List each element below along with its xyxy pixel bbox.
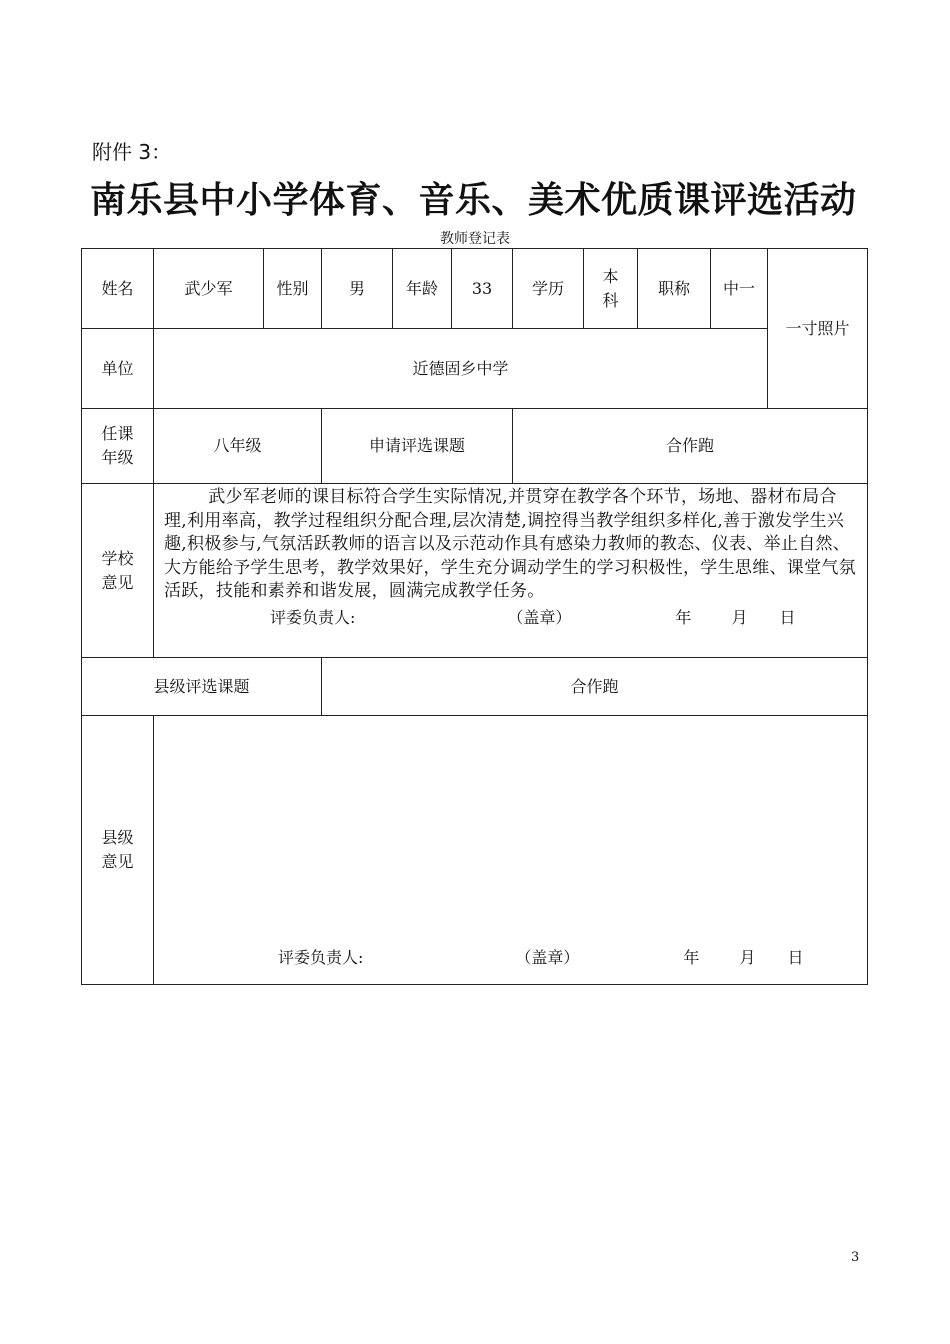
topic-label: 申请评选课题: [322, 409, 513, 484]
county-opinion-label: [82, 716, 154, 985]
form-subtitle: 教师登记表: [440, 231, 510, 247]
unit-label: 单位: [82, 329, 154, 409]
gender-label: 性别: [264, 249, 322, 329]
school-day-label: 日: [779, 607, 796, 627]
county-label-line-1: 县级: [101, 828, 134, 847]
unit-value: 近德固乡中学: [154, 329, 768, 409]
education-value: [584, 249, 638, 329]
school-sign-row: [164, 606, 859, 630]
topic-value: 合作跑: [513, 409, 868, 484]
county-sign-label: 评委负责人:: [278, 948, 364, 967]
county-year-label: 年: [683, 948, 700, 967]
gender-value: 男: [322, 249, 393, 329]
grade-value: 八年级: [154, 409, 322, 484]
school-opinion-text: 武少军老师的课目标符合学生实际情况,并贯穿在教学各个环节，场地、器材布局合理,利用率高，教学过程组织分配合理,层次清楚,调控得当教学组织多样化,善于激发学生兴趣,积极参与,气氛活跃教师的语言以及示范动作具有感染力教师的教态、仪表、举止自然、大方能给予学生思考，教学效果好，学生充分调动学生的学习积极性，学生思维、课堂气氛活跃，技能和素养和谐发展，圆满完成教学任务。: [164, 487, 856, 601]
page-number: 3: [851, 1250, 860, 1265]
school-label-line-2: 意见: [101, 572, 134, 592]
county-sign-row: [154, 946, 867, 984]
county-topic-value: 合作跑: [322, 658, 868, 716]
school-opinion-label: [82, 484, 154, 658]
attachment-label: 附件 3：: [92, 140, 172, 164]
county-seal-label: （盖章）: [515, 948, 580, 967]
school-sign-label: 评委负责人:: [270, 607, 356, 627]
title-label: 职称: [638, 249, 711, 329]
school-label-line-1: 学校: [101, 548, 134, 568]
age-value: 33: [452, 249, 513, 329]
title-value: 中一: [711, 249, 768, 329]
grade-label-line-1: 任课: [101, 424, 134, 443]
grade-label-line-2: 年级: [101, 448, 134, 467]
county-topic-label: 县级评选课题: [82, 658, 322, 716]
education-label: 学历: [513, 249, 584, 329]
school-seal-label: （盖章）: [507, 607, 572, 627]
document-title: 南乐县中小学体育、音乐、美术优质课评选活动: [90, 180, 857, 221]
school-month-label: 月: [731, 607, 748, 627]
county-day-label: 日: [787, 948, 804, 967]
name-label: 姓名: [82, 249, 154, 329]
county-month-label: 月: [739, 948, 756, 967]
school-opinion-cell: [154, 484, 868, 658]
county-opinion-cell: [154, 716, 868, 985]
photo-box: 一寸照片: [768, 249, 868, 409]
registration-form: [81, 248, 868, 985]
age-label: 年龄: [393, 249, 452, 329]
grade-label: [82, 409, 154, 484]
education-value-line-1: 本: [602, 266, 619, 286]
school-year-label: 年: [675, 607, 692, 627]
name-value: 武少军: [154, 249, 264, 329]
education-value-line-2: 科: [602, 290, 619, 310]
county-label-line-2: 意见: [101, 852, 134, 871]
